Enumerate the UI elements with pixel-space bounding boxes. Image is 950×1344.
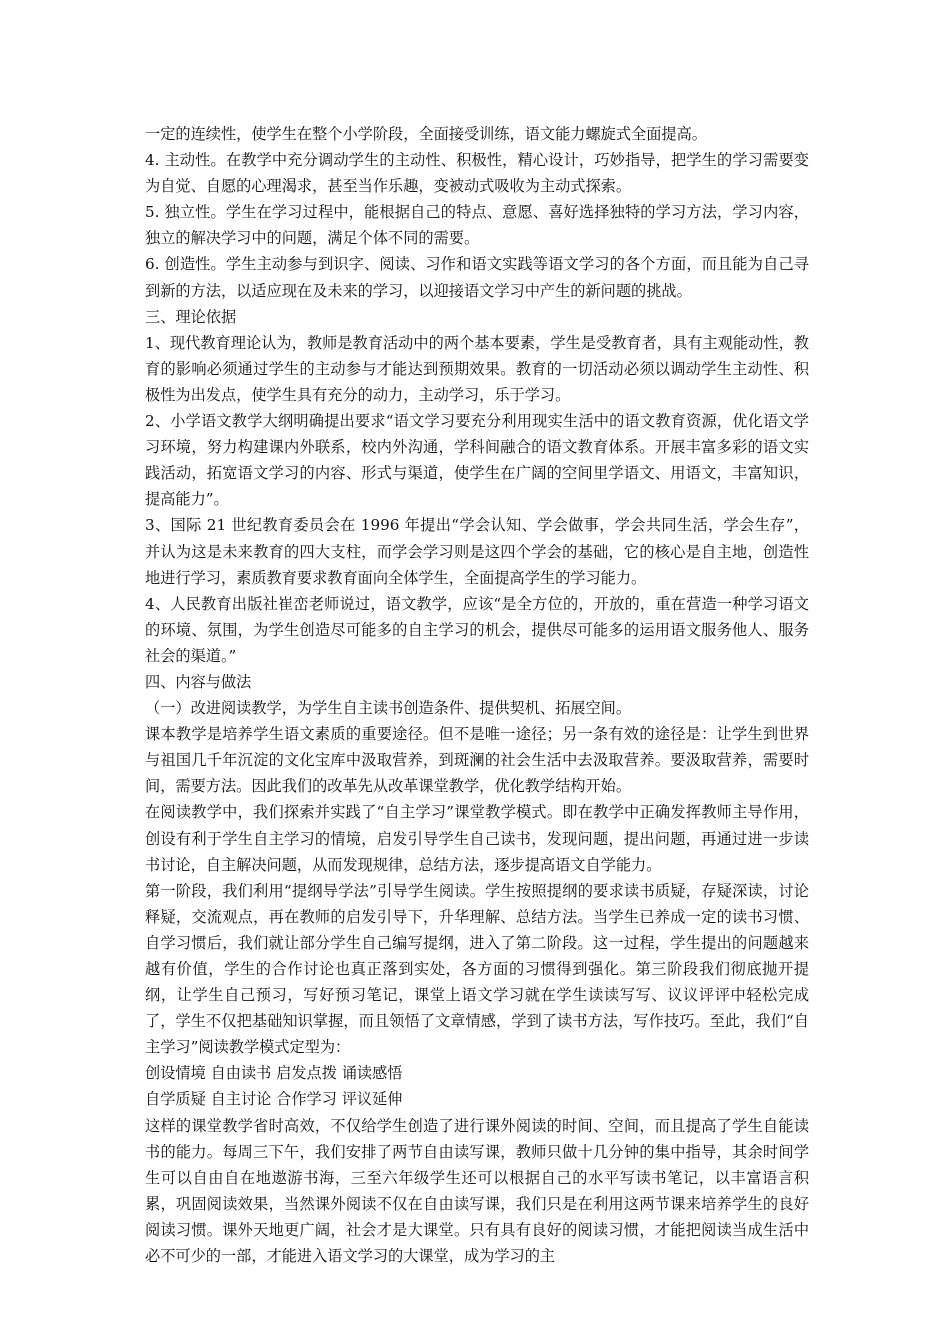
paragraph-theory-3: 3、国际 21 世纪教育委员会在 1996 年提出“学会认知、学会做事，学会共同生活，学会生存”，并认为这是未来教育的四大支柱，而学会学习则是这四个学会的基础，它的核心是自主地，创造性地进行学习，素质教育要求教育面向全体学生，全面提高学生的学习能力。 <box>145 516 809 587</box>
document-page <box>145 121 809 1269</box>
paragraph-theory-1: 1、现代教育理论认为，教师是教育活动中的两个基本要素，学生是受教育者，具有主观能动性，教育的影响必须通过学生的主动参与才能达到预期效果。教育的一切活动必须以调动学生主动性、积极性为出发点，使学生具有充分的动力，主动学习，乐于学习。 <box>145 333 809 404</box>
mode-steps-line-2: 自学质疑 自主讨论 合作学习 评议延伸 <box>145 1090 403 1109</box>
paragraph-point-5-independence: 5. 独立性。学生在学习过程中，能根据自己的特点、意愿、喜好选择独特的学习方法，学习内容，独立的解决学习中的问题，满足个体不同的需要。 <box>145 203 809 248</box>
paragraph-point-6-creativity: 6. 创造性。学生主动参与到识字、阅读、习作和语文实践等语文学习的各个方面，而且能为自己寻到新的方法，以适应现在及未来的学习，以迎接语文学习中产生的新问题的挑战。 <box>145 255 809 300</box>
paragraph-continuation: 一定的连续性，使学生在整个小学阶段，全面接受训练，语文能力螺旋式全面提高。 <box>145 125 707 143</box>
paragraph-point-4-initiative: 4. 主动性。在教学中充分调动学生的主动性、积极性，精心设计，巧妙指导，把学生的学习需要变为自觉、自愿的心理渴求，甚至当作乐趣，变被动式吸收为主动式探索。 <box>145 151 809 196</box>
paragraph-self-learning-mode: 在阅读教学中，我们探索并实践了“自主学习”课堂教学模式。即在教学中正确发挥教师主导作用，创设有利于学生自主学习的情境，启发引导学生自己读书，发现问题，提出问题，再通过进一步读书讨论，自主解决问题，从而发现规律，总结方法，逐步提高语文自学能力。 <box>145 803 809 874</box>
paragraph-theory-4: 4、人民教育出版社崔峦老师说过，语文教学，应该“是全方位的，开放的，重在营造一种学习语文的环境、氛围，为学生创造尽可能多的自主学习的机会，提供尽可能多的运用语文服务他人、服务社会的渠道。” <box>145 594 809 665</box>
paragraph-efficiency: 这样的课堂教学省时高效，不仅给学生创造了进行课外阅读的时间、空间，而且提高了学生自能读书的能力。每周三下午，我们安排了两节自由读写课，教师只做十几分钟的集中指导，其余时间学生可以自由自在地遨游书海，三至六年级学生还可以根据自己的水平写读书笔记，以丰富语言积累，巩固阅读效果，当然课外阅读不仅在自由读写课，我们只是在利用这两节课来培养学生的良好阅读习惯。课外天地更广阔，社会才是大课堂。只有具有良好的阅读习惯，才能把阅读当成生活中必不可少的一部，才能进入语文学习的大课堂，成为学习的主 <box>145 1116 809 1266</box>
paragraph-textbook-teaching: 课本教学是培养学生语文素质的重要途径。但不是唯一途径；另一条有效的途径是：让学生到世界与祖国几千年沉淀的文化宝库中汲取营养，到斑澜的社会生活中去汲取营养。要汲取营养，需要时间，需要方法。因此我们的改革先从改革课堂教学，优化教学结构开始。 <box>145 725 809 796</box>
subsection-heading-reading: （一）改进阅读教学，为学生自主读书创造条件、提供契机、拓展空间。 <box>145 699 631 718</box>
paragraph-stages: 第一阶段，我们利用“提纲导学法”引导学生阅读。学生按照提纲的要求读书质疑，存疑深读，讨论释疑，交流观点，再在教师的启发引导下，升华理解、总结方法。当学生已养成一定的读书习惯、自学习惯后，我们就让部分学生自己编写提纲，进入了第二阶段。这一过程，学生提出的问题越来越有价值，学生的合作讨论也真正落到实处，各方面的习惯得到强化。第三阶段我们彻底抛开提纲，让学生自己预习，写好预习笔记，课堂上语文学习就在学生读读写写、议议评评中轻松完成了，学生不仅把基础知识掌握，而且领悟了文章情感，学到了读书方法，写作技巧。至此，我们“自主学习”阅读教学模式定型为： <box>145 881 809 1057</box>
section-heading-theory: 三、理论依据 <box>145 307 237 326</box>
section-heading-content: 四、内容与做法 <box>145 672 252 691</box>
paragraph-theory-2: 2、小学语文教学大纲明确提出要求“语文学习要充分利用现实生活中的语文教育资源，优化语文学习环境，努力构建课内外联系，校内外沟通，学科间融合的语文教育体系。开展丰富多彩的语文实践活动，拓宽语文学习的内容、形式与渠道，使学生在广阔的空间里学语文、用语文，丰富知识，提高能力”。 <box>145 412 809 509</box>
mode-steps-line-1: 创设情境 自由读书 启发点拨 诵读感悟 <box>145 1064 403 1083</box>
